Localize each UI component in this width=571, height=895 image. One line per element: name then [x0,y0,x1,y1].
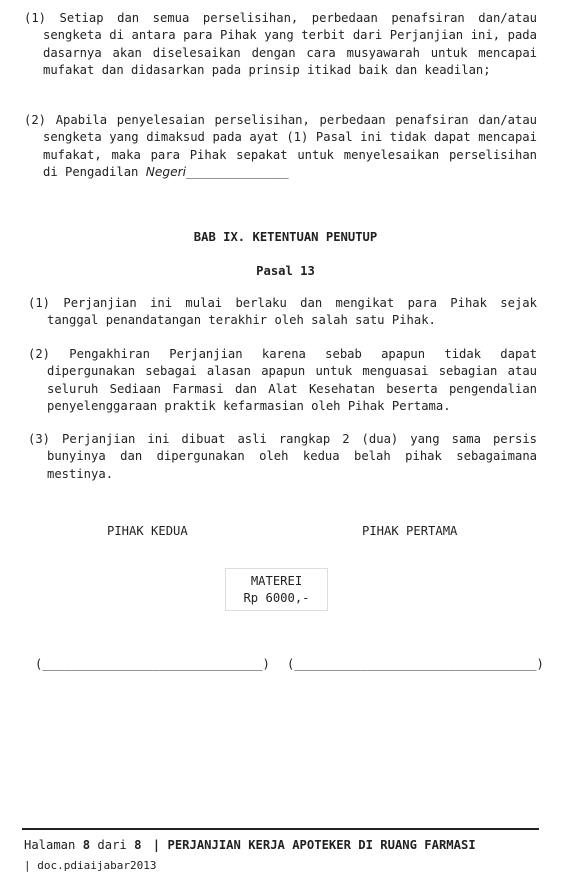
closing-paragraph-2: (2) Pengakhiran Perjanjian karena sebab apapun tidak dapat dipergunakan sebagai alasan apapun untuk menguasai sebagian atau seluruh Sediaan Farmasi dan Alat Kesehatan beserta pengendalian penyelenggaraan praktik kefarmasian oleh Pihak Pertama. [28,347,537,413]
footer-separator: | [152,838,161,852]
footer-page-info [24,837,476,854]
footer-doc-code-text: doc.pdiaijabar2013 [37,859,157,872]
dispute-paragraph-2 [24,112,537,181]
chapter-title: BAB IX. KETENTUAN PENUTUP [193,230,378,244]
footer-divider [22,828,539,830]
footer-doc-code [24,857,156,874]
court-blank-line: ______________ [185,164,289,179]
stamp-label: MATEREI [250,574,303,588]
dispute-paragraph-2-text: (2) Apabila penyelesaian perselisihan, perbedaan penafsiran dan/atau sengketa yang dimaksud pada ayat (1) Pasal ini tidak dapat mencapai mufakat, maka para Pihak sepakat untuk menyelesaikan perselisihan di Pengadilan [24,113,537,179]
first-party-signature-line: (_________________________________) [287,657,544,671]
footer-page-of: dari [97,838,127,852]
dispute-paragraph-1: (1) Setiap dan semua perselisihan, perbedaan penafsiran dan/atau sengketa di antara para Pihak yang terbit dari Perjanjian ini, pada dasarnya akan diselesaikan dengan cara musyawarah untuk mencapai mufakat dan didasarkan pada prinsip itikad baik dan keadilan; [24,11,537,77]
revenue-stamp-box [225,568,328,611]
footer-page-total: 8 [134,838,142,852]
article-title: Pasal 13 [256,264,315,278]
footer-doc-title: PERJANJIAN KERJA APOTEKER DI RUANG FARMASI [167,838,476,852]
first-party-label: PIHAK PERTAMA [362,524,458,538]
closing-paragraph-1: (1) Perjanjian ini mulai berlaku dan mengikat para Pihak sejak tanggal penandatangan terakhir oleh salah satu Pihak. [28,296,537,328]
footer-sub-separator: | [24,859,31,872]
court-name-italic: Negeri [145,164,186,179]
closing-paragraph-3: (3) Perjanjian ini dibuat asli rangkap 2 (dua) yang sama persis bunyinya dan dipergunakan oleh kedua belah pihak sebagaimana mestinya. [28,432,537,481]
stamp-amount: Rp 6000,- [243,591,310,605]
second-party-label: PIHAK KEDUA [107,524,188,538]
footer-page-prefix: Halaman [24,838,76,852]
second-party-signature-line: (______________________________) [35,657,270,671]
footer-page-current: 8 [82,838,91,852]
